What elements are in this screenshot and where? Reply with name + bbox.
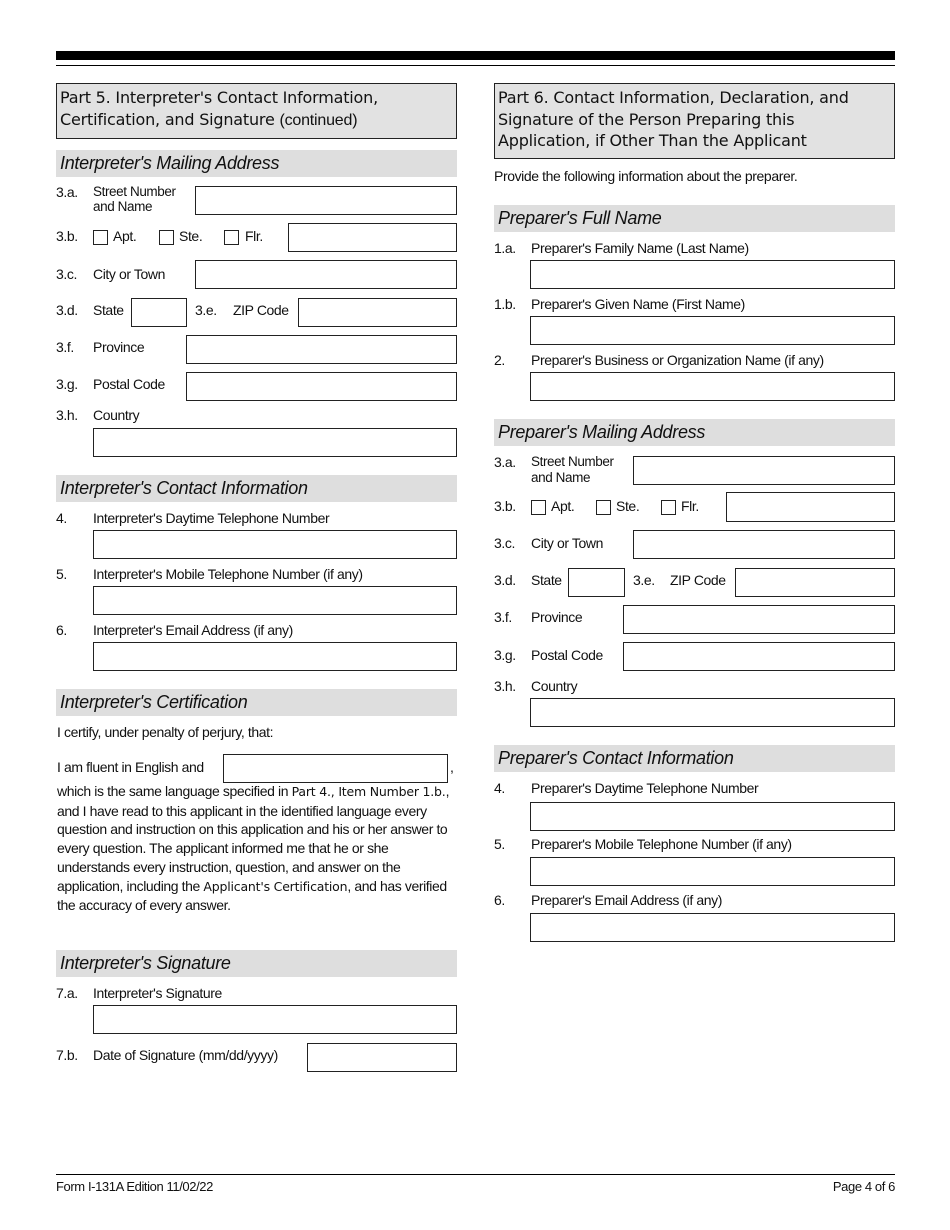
top-thick-rule bbox=[56, 51, 895, 60]
postal-label: Postal Code bbox=[531, 647, 603, 663]
interpreter-apt-checkbox[interactable] bbox=[93, 230, 108, 245]
label-num: 3.h. bbox=[494, 678, 516, 694]
phone-label: Preparer's Daytime Telephone Number bbox=[531, 780, 759, 796]
label-num: 3.g. bbox=[494, 647, 516, 663]
label-num: 3.e. bbox=[195, 302, 217, 318]
interpreter-signature-input[interactable] bbox=[93, 1005, 457, 1034]
state-label: State bbox=[531, 572, 562, 588]
footer-rule bbox=[56, 1174, 895, 1175]
zip-label: ZIP Code bbox=[670, 572, 726, 588]
part6-title: Part 6. Contact Information, Declaration, and Signature of the Person Preparing this Application, if Other Than the Applicant bbox=[494, 83, 895, 159]
interpreter-unit-input[interactable] bbox=[288, 223, 457, 252]
label-num: 3.h. bbox=[56, 407, 78, 423]
cert-text-3: , and has verified the accuracy of every answer. bbox=[57, 877, 447, 914]
label-num: 3.g. bbox=[56, 376, 78, 392]
email-label: Interpreter's Email Address (if any) bbox=[93, 622, 293, 638]
interpreter-certification-header: Interpreter's Certification bbox=[56, 689, 457, 716]
flr-label: Flr. bbox=[245, 228, 263, 244]
phone-label: Interpreter's Daytime Telephone Number bbox=[93, 510, 330, 526]
interpreter-contact-header: Interpreter's Contact Information bbox=[56, 475, 457, 502]
street-label: Street Number bbox=[93, 184, 176, 199]
apt-label: Apt. bbox=[551, 498, 575, 514]
apt-label: Apt. bbox=[113, 228, 137, 244]
interpreter-signature-header: Interpreter's Signature bbox=[56, 950, 457, 977]
footer-page-number: Page 4 of 6 bbox=[832, 1179, 895, 1194]
mobile-label: Preparer's Mobile Telephone Number (if any) bbox=[531, 836, 792, 852]
top-thin-rule bbox=[56, 65, 895, 66]
interpreter-flr-checkbox[interactable] bbox=[224, 230, 239, 245]
signature-label: Interpreter's Signature bbox=[93, 985, 222, 1001]
preparer-contact-header: Preparer's Contact Information bbox=[494, 745, 895, 772]
province-label: Province bbox=[531, 609, 583, 625]
zip-label: ZIP Code bbox=[233, 302, 289, 318]
email-label: Preparer's Email Address (if any) bbox=[531, 892, 722, 908]
label-num: 1.b. bbox=[494, 296, 516, 312]
certification-paragraph bbox=[57, 782, 457, 915]
cert-ref-part4: Part 4., Item Number 1.b. bbox=[291, 784, 446, 799]
interpreter-country-input[interactable] bbox=[93, 428, 457, 457]
country-label: Country bbox=[531, 678, 578, 694]
interpreter-province-input[interactable] bbox=[186, 335, 457, 364]
preparer-family-input[interactable] bbox=[530, 260, 895, 289]
label-num: 3.a. bbox=[494, 454, 516, 470]
label-num: 6. bbox=[56, 622, 67, 638]
interpreter-zip-input[interactable] bbox=[298, 298, 457, 327]
language-input[interactable] bbox=[223, 754, 448, 783]
interpreter-mobile-input[interactable] bbox=[93, 586, 457, 615]
preparer-business-input[interactable] bbox=[530, 372, 895, 401]
ste-label: Ste. bbox=[179, 228, 203, 244]
street-label-2: and Name bbox=[93, 199, 153, 214]
ste-label: Ste. bbox=[616, 498, 640, 514]
preparer-country-input[interactable] bbox=[530, 698, 895, 727]
part5-continued: (continued) bbox=[279, 111, 358, 129]
preparer-state-input[interactable] bbox=[568, 568, 625, 597]
preparer-flr-checkbox[interactable] bbox=[661, 500, 676, 515]
preparer-street-input[interactable] bbox=[633, 456, 895, 485]
preparer-mailing-header: Preparer's Mailing Address bbox=[494, 419, 895, 446]
interpreter-street-input[interactable] bbox=[195, 186, 457, 215]
interpreter-phone-input[interactable] bbox=[93, 530, 457, 559]
footer-form-edition: Form I-131A Edition 11/02/22 bbox=[56, 1179, 213, 1194]
state-label: State bbox=[93, 302, 124, 318]
label-num: 5. bbox=[56, 566, 67, 582]
flr-label: Flr. bbox=[681, 498, 699, 514]
label-num: 2. bbox=[494, 352, 505, 368]
preparer-email-input[interactable] bbox=[530, 913, 895, 942]
label-num: 3.f. bbox=[494, 609, 512, 625]
certify-intro: I certify, under penalty of perjury, that: bbox=[57, 724, 274, 740]
province-label: Province bbox=[93, 339, 145, 355]
postal-label: Postal Code bbox=[93, 376, 165, 392]
interpreter-city-input[interactable] bbox=[195, 260, 457, 289]
label-num: 3.b. bbox=[494, 498, 516, 514]
signature-date-input[interactable] bbox=[307, 1043, 457, 1072]
label-num: 3.b. bbox=[56, 228, 78, 244]
label-num: 1.a. bbox=[494, 240, 516, 256]
part6-intro: Provide the following information about the preparer. bbox=[494, 168, 798, 184]
preparer-postal-input[interactable] bbox=[623, 642, 895, 671]
interpreter-state-input[interactable] bbox=[131, 298, 187, 327]
label-num: 3.c. bbox=[494, 535, 515, 551]
cert-text-1: which is the same language specified in bbox=[57, 783, 292, 799]
preparer-phone-input[interactable] bbox=[530, 802, 895, 831]
preparer-apt-checkbox[interactable] bbox=[531, 500, 546, 515]
given-label: Preparer's Given Name (First Name) bbox=[531, 296, 745, 312]
preparer-name-header: Preparer's Full Name bbox=[494, 205, 895, 232]
label-num: 6. bbox=[494, 892, 505, 908]
business-label: Preparer's Business or Organization Name (if any) bbox=[531, 352, 824, 368]
street-label-2: and Name bbox=[531, 470, 591, 485]
preparer-unit-input[interactable] bbox=[726, 492, 895, 522]
label-num: 3.e. bbox=[633, 572, 655, 588]
city-label: City or Town bbox=[531, 535, 603, 551]
label-num: 3.c. bbox=[56, 266, 77, 282]
street-label: Street Number bbox=[531, 454, 614, 469]
interpreter-postal-input[interactable] bbox=[186, 372, 457, 401]
fluent-label: I am fluent in English and bbox=[57, 759, 204, 775]
preparer-mobile-input[interactable] bbox=[530, 857, 895, 886]
part5-title bbox=[56, 83, 457, 139]
preparer-given-input[interactable] bbox=[530, 316, 895, 345]
preparer-province-input[interactable] bbox=[623, 605, 895, 634]
label-num: 3.d. bbox=[56, 302, 78, 318]
cert-ref-applicant: Applicant's Certification bbox=[203, 878, 348, 894]
preparer-city-input[interactable] bbox=[633, 530, 895, 559]
label-num: 3.d. bbox=[494, 572, 516, 588]
interpreter-mailing-header: Interpreter's Mailing Address bbox=[56, 150, 457, 177]
label-num: 7.b. bbox=[56, 1047, 78, 1063]
label-num: 5. bbox=[494, 836, 505, 852]
date-label: Date of Signature (mm/dd/yyyy) bbox=[93, 1047, 278, 1063]
comma: , bbox=[450, 759, 454, 775]
interpreter-ste-checkbox[interactable] bbox=[159, 230, 174, 245]
part5-title-text: Part 5. Interpreter's Contact Information, Certification, and Signature bbox=[60, 88, 378, 129]
preparer-ste-checkbox[interactable] bbox=[596, 500, 611, 515]
label-num: 3.a. bbox=[56, 184, 78, 200]
city-label: City or Town bbox=[93, 266, 165, 282]
mobile-label: Interpreter's Mobile Telephone Number (if any) bbox=[93, 566, 363, 582]
preparer-zip-input[interactable] bbox=[735, 568, 895, 597]
label-num: 3.f. bbox=[56, 339, 74, 355]
cert-text-2: , and I have read to this applicant in the identified language every question and instruction on this application and his or her answer to every question. The applicant informed me that he or she understands every instruction, question, and answer on the application, including the bbox=[57, 783, 450, 894]
label-num: 4. bbox=[494, 780, 505, 796]
label-num: 7.a. bbox=[56, 985, 78, 1001]
label-num: 4. bbox=[56, 510, 67, 526]
interpreter-email-input[interactable] bbox=[93, 642, 457, 671]
country-label: Country bbox=[93, 407, 140, 423]
family-label: Preparer's Family Name (Last Name) bbox=[531, 240, 749, 256]
